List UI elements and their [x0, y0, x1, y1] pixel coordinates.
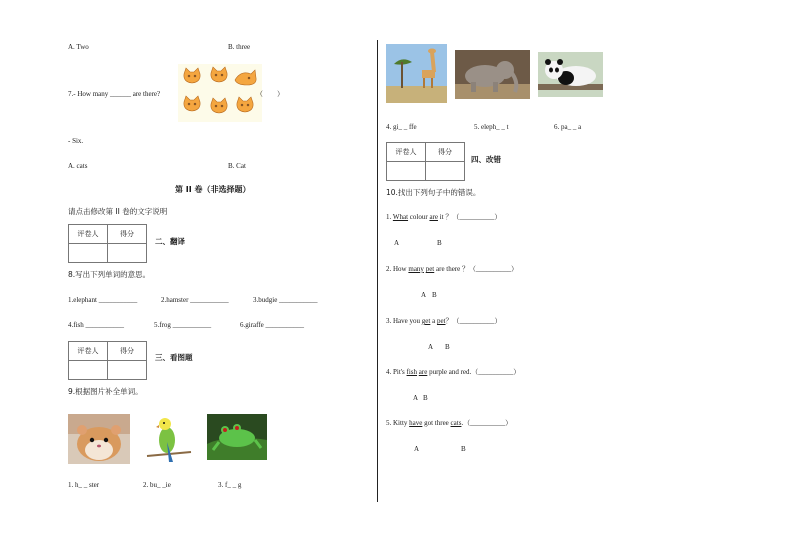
section4-title: 四、改错 [471, 155, 501, 164]
score-cell [426, 162, 465, 181]
volume-note: 请点击修改第 II 卷的文字说明 [68, 207, 168, 216]
score-header: 得分 [108, 342, 147, 361]
q10-instruction: 10.找出下列句子中的错误。 [386, 188, 481, 197]
underlined-b: cats [450, 419, 462, 427]
sentence-prefix: 3. Have you [386, 317, 422, 325]
q10-item-2-label-b: B [432, 291, 437, 299]
q7-answer: - Six. [68, 137, 84, 145]
score-header: 得分 [426, 143, 465, 162]
underlined-b: are [418, 368, 428, 376]
grader-cell [69, 361, 108, 380]
hamster-picture [68, 414, 130, 464]
q10-item-4-label-b: B [423, 394, 428, 402]
q8-word-1: 1.elephant ___________ [68, 296, 138, 304]
q9-instruction: 9.根据图片补全单词。 [68, 387, 143, 396]
section2-title: 二、翻译 [155, 237, 185, 246]
frog-picture [207, 414, 267, 460]
panda-picture [538, 52, 603, 97]
grader-cell [387, 162, 426, 181]
q10-item-5-label-b: B [461, 445, 466, 453]
q9-item-2: 2. bu_ _ie [143, 481, 171, 489]
score-table-section3 [68, 341, 147, 380]
column-divider [377, 40, 378, 502]
sentence-suffix: .（__________） [461, 419, 513, 427]
underlined-b: pet [436, 317, 446, 325]
sentence-prefix: 1. [386, 213, 393, 221]
sentence-suffix: ？（__________） [445, 317, 502, 325]
q10-item-5-label-a: A [414, 445, 420, 453]
score-table-section4 [386, 142, 465, 181]
score-cell [108, 361, 147, 380]
q10-item-3-label-a: A [428, 343, 434, 351]
q7-answer-blank: （ ） [256, 90, 284, 98]
score-table-section2 [68, 224, 147, 263]
sentence-prefix: 5. Kitty [386, 419, 410, 427]
q9-item-4: 4. gi_ _ ffe [386, 123, 417, 131]
grader-header: 评卷人 [69, 225, 108, 244]
q10-item-4-label-a: A [413, 394, 419, 402]
sentence-middle: got three [422, 419, 451, 427]
q7-question: 7.- How many ______ are there? [68, 90, 161, 98]
sentence-middle: a [430, 317, 437, 325]
score-header: 得分 [108, 225, 147, 244]
sentence-prefix: 2. How [386, 265, 409, 273]
q10-item-5 [386, 419, 512, 428]
q10-item-1-label-b: B [437, 239, 442, 247]
q10-item-2 [386, 265, 518, 274]
underlined-a: What [392, 213, 409, 221]
q6-option-b: B. three [228, 43, 251, 51]
underlined-a: have [409, 419, 423, 427]
sentence-suffix: it ？（__________） [437, 213, 502, 221]
underlined-a: many [408, 265, 424, 273]
q9-item-6: 6. pa_ _ a [554, 123, 582, 131]
q8-word-3: 3.budgie ___________ [253, 296, 318, 304]
volume-title: 第 II 卷（非选择题） [175, 185, 251, 194]
q10-item-4 [386, 368, 520, 377]
underlined-b: are [429, 213, 438, 221]
q8-word-6: 6.giraffe ___________ [240, 321, 305, 329]
underlined-a: fish [406, 368, 418, 376]
q9-item-1: 1. h_ _ ster [68, 481, 100, 489]
grader-header: 评卷人 [69, 342, 108, 361]
sentence-suffix: purple and red.（__________） [427, 368, 521, 376]
q9-item-3: 3. f_ _ g [218, 481, 242, 489]
grader-cell [69, 244, 108, 263]
q8-word-4: 4.fish ___________ [68, 321, 124, 329]
q8-word-5: 5.frog ___________ [154, 321, 212, 329]
q8-word-2: 2.hamster ___________ [161, 296, 229, 304]
q7-option-b: B. Cat [228, 162, 246, 170]
grader-header: 评卷人 [387, 143, 426, 162]
score-cell [108, 244, 147, 263]
q8-instruction: 8.写出下列单词的意思。 [68, 270, 151, 279]
sentence-middle: colour [408, 213, 430, 221]
budgie-picture [145, 412, 193, 464]
section3-title: 三、看图题 [155, 353, 193, 362]
underlined-b: pet [425, 265, 435, 273]
sentence-suffix: are there ？（__________） [434, 265, 519, 273]
elephant-picture [455, 50, 530, 99]
q10-item-1 [386, 213, 501, 222]
q9-item-5: 5. eleph_ _ t [474, 123, 509, 131]
q10-item-2-label-a: A [421, 291, 427, 299]
cats-picture [178, 64, 262, 122]
q10-item-3 [386, 317, 502, 326]
q10-item-3-label-b: B [445, 343, 450, 351]
q7-option-a: A. cats [68, 162, 88, 170]
sentence-prefix: 4. Pit's [386, 368, 407, 376]
q6-option-a: A. Two [68, 43, 89, 51]
q10-item-1-label-a: A [394, 239, 400, 247]
underlined-a: get [421, 317, 431, 325]
giraffe-picture [386, 44, 447, 103]
